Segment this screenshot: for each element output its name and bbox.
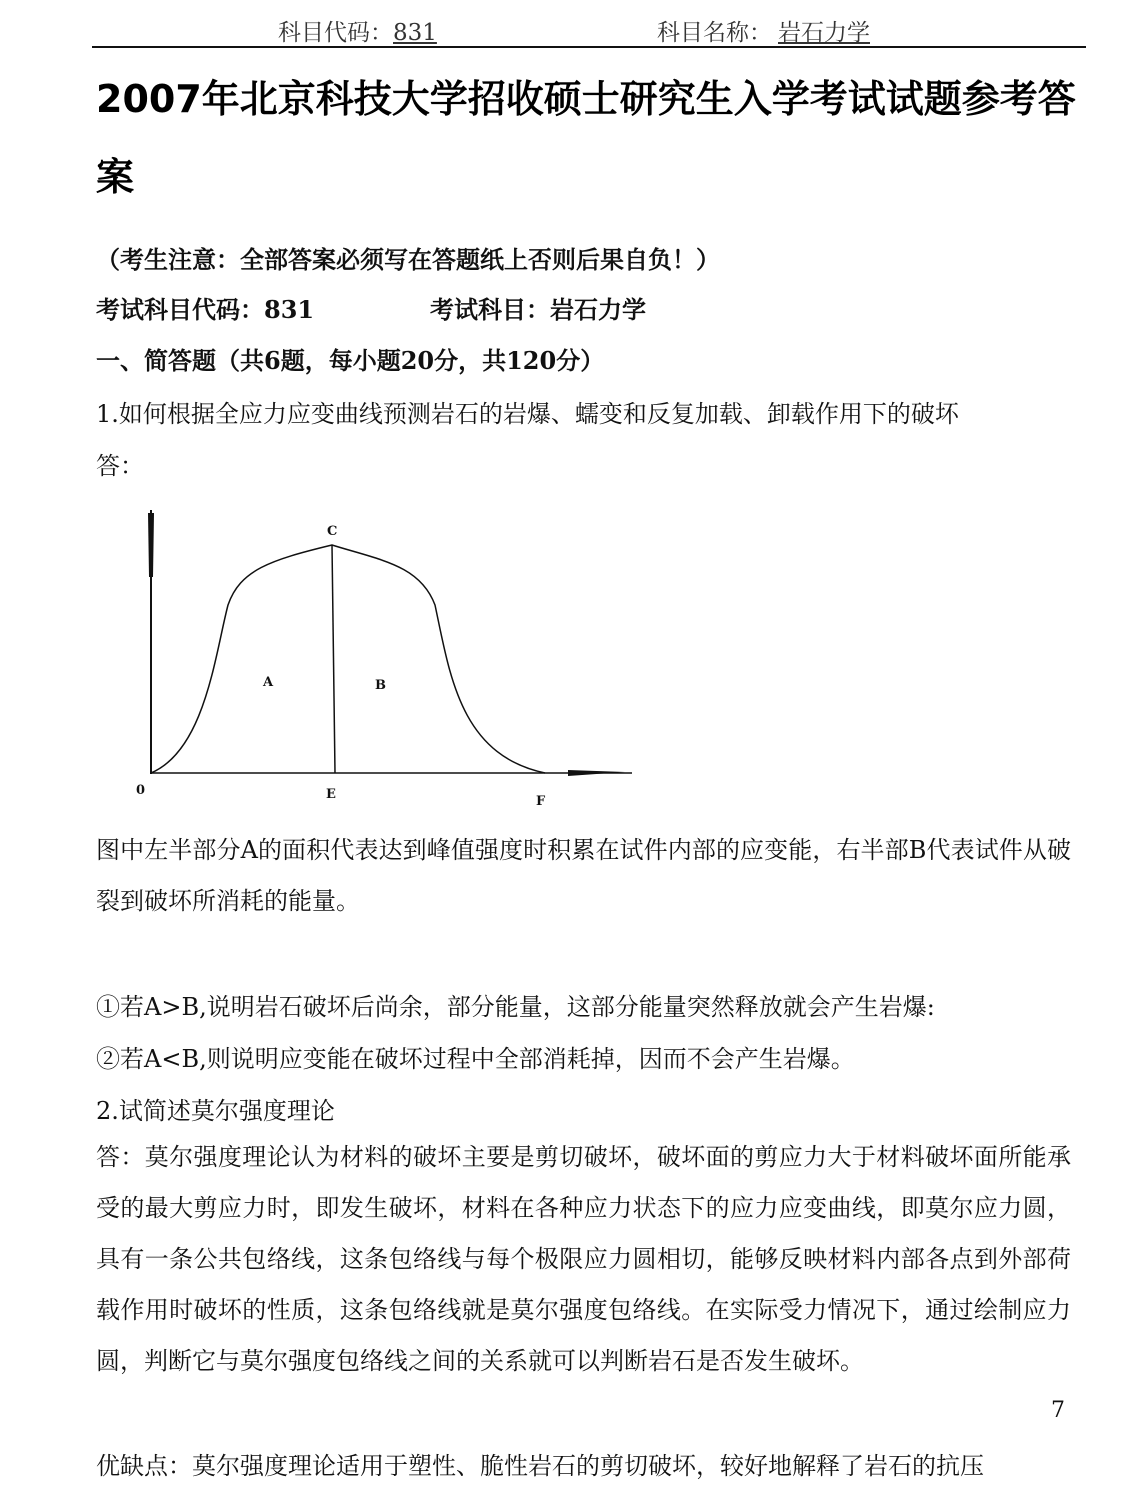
label-e: E (326, 787, 336, 802)
question-1: 1.如何根据全应力应变曲线预测岩石的岩爆、蠕变和反复加载、卸载作用下的破坏 (96, 400, 959, 428)
label-c: C (327, 524, 338, 539)
subject-name-value: 岩石力学 (778, 20, 870, 46)
point-2: ②若A<B,则说明应变能在破坏过程中全部消耗掉，因而不会产生岩爆。 (96, 1045, 855, 1073)
stress-strain-curve-figure (120, 505, 680, 815)
point-1: ①若A>B,说明岩石破坏后尚余，部分能量，这部分能量突然释放就会产生岩爆: (96, 993, 935, 1021)
stress-strain-curve (151, 545, 545, 773)
page-number: 7 (1051, 1398, 1065, 1423)
answer-label: 答： (96, 452, 144, 480)
subject-name-header: 科目名称： 岩石力学 (657, 14, 876, 47)
question-2: 2.试简述莫尔强度理论 (96, 1097, 335, 1125)
peak-line (332, 545, 335, 773)
y-axis-arrow (148, 513, 154, 577)
figure-explanation: 图中左半部分A的面积代表达到峰值强度时积累在试件内部的应变能，右半部B代表试件从破裂到破坏所消耗的能量。 (96, 836, 1071, 915)
pros-cons: 优缺点：莫尔强度理论适用于塑性、脆性岩石的剪切破坏，较好地解释了岩石的抗压 (96, 1452, 984, 1480)
label-f: F (536, 794, 546, 809)
section-heading: 一、简答题（共6题，每小题20分，共120分） (96, 346, 605, 375)
label-origin: 0 (136, 783, 146, 798)
subject-code-header: 科目代码：831 (278, 20, 437, 46)
document-title: 2007年北京科技大学招收硕士研究生入学考试试题参考答案 (96, 77, 1076, 199)
page-header (92, 12, 1086, 48)
exam-notice: （考生注意：全部答案必须写在答题纸上否则后果自负！） (96, 245, 720, 274)
exam-subject-code: 考试科目代码：831 (96, 295, 315, 324)
question-2-answer: 答：莫尔强度理论认为材料的破坏主要是剪切破坏，破坏面的剪应力大于材料破坏面所能承受的最大剪应力时，即发生破坏，材料在各种应力状态下的应力应变曲线，即莫尔应力圆，具有一条公共包络线，这条包络线与每个极限应力圆相切，能够反映材料内部各点到外部荷载作用时破坏的性质，这条包络线就是莫尔强度包络线。在实际受力情况下，通过绘制应力圆，判断它与莫尔强度包络线之间的关系就可以判断岩石是否发生破坏。 (96, 1143, 1071, 1375)
subject-code-value: 831 (393, 20, 437, 46)
label-a: A (263, 675, 274, 690)
exam-subject-name: 考试科目：岩石力学 (430, 295, 646, 324)
label-b: B (375, 678, 386, 693)
